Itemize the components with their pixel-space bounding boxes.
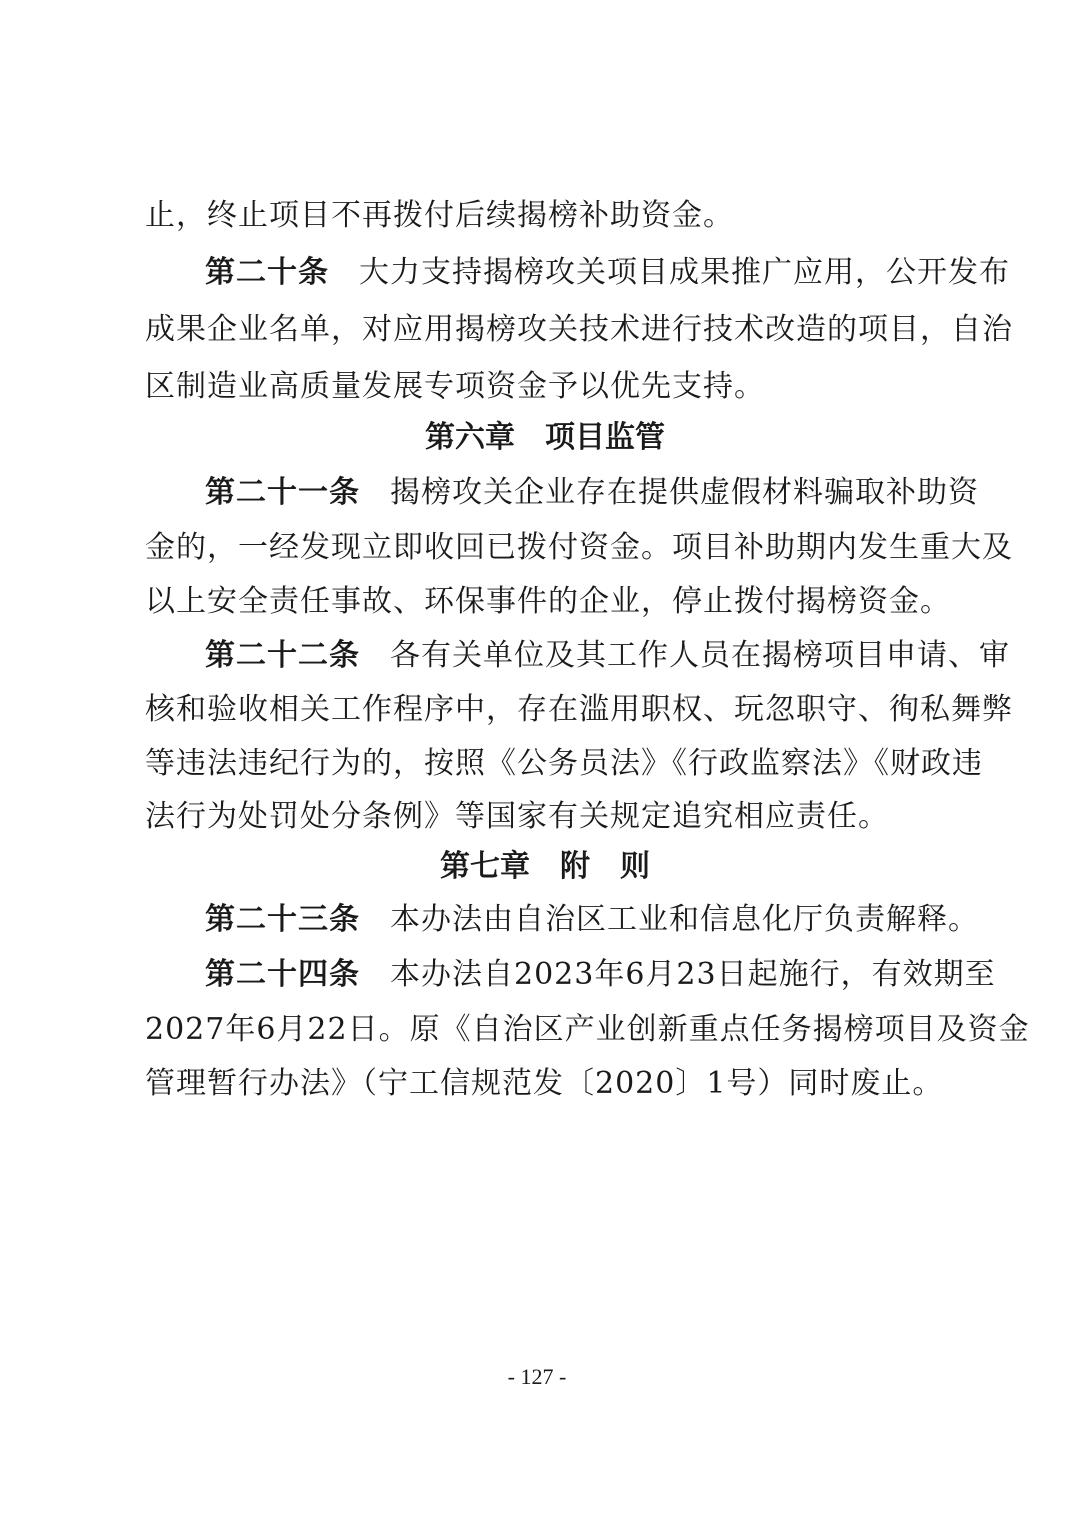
- paragraph-line: 止，终止项目不再拨付后续揭榜补助资金。: [145, 198, 734, 233]
- paragraph-line: 等违法违纪行为的，按照《公务员法》《行政监察法》《财政违: [145, 746, 983, 781]
- paragraph-line: 2027年6月22日。原《自治区产业创新重点任务揭榜项目及资金: [145, 1012, 1030, 1047]
- article-label: 第二十一条: [205, 475, 360, 510]
- paragraph-line: 管理暂行办法》（宁工信规范发〔2020〕1号）同时废止。: [145, 1066, 944, 1101]
- article-text: 揭榜攻关企业存在提供虚假材料骗取补助资: [390, 475, 979, 510]
- paragraph-line: 成果企业名单，对应用揭榜攻关技术进行技术改造的项目，自治: [145, 312, 1013, 347]
- article-label: 第二十三条: [205, 902, 360, 937]
- article-22-first-line: [205, 636, 1010, 676]
- chapter-heading: 第七章 附 则: [440, 849, 650, 884]
- article-24-first-line: [205, 955, 996, 995]
- article-text: 本办法自2023年6月23日起施行，有效期至: [390, 957, 996, 992]
- article-label: 第二十二条: [205, 638, 360, 673]
- paragraph-line: 核和验收相关工作程序中，存在滥用职权、玩忽职守、徇私舞弊: [145, 692, 1013, 727]
- article-label: 第二十条: [205, 255, 329, 290]
- paragraph-line: 法行为处罚处分条例》等国家有关规定追究相应责任。: [145, 799, 889, 834]
- chapter-heading: 第六章 项目监管: [425, 420, 665, 455]
- article-21-first-line: [205, 473, 979, 513]
- page-number: - 127 -: [507, 1364, 567, 1389]
- article-23-line: [205, 900, 979, 940]
- article-20-first-line: [205, 253, 1010, 293]
- paragraph-line: 金的，一经发现立即收回已拨付资金。项目补助期内发生重大及: [145, 530, 1013, 565]
- article-label: 第二十四条: [205, 957, 360, 992]
- paragraph-line: 区制造业高质量发展专项资金予以优先支持。: [145, 369, 765, 404]
- article-text: 大力支持揭榜攻关项目成果推广应用，公开发布: [359, 255, 1010, 290]
- paragraph-line: 以上安全责任事故、环保事件的企业，停止拨付揭榜资金。: [145, 584, 951, 619]
- article-text: 各有关单位及其工作人员在揭榜项目申请、审: [390, 638, 1010, 673]
- article-text: 本办法由自治区工业和信息化厅负责解释。: [390, 902, 979, 937]
